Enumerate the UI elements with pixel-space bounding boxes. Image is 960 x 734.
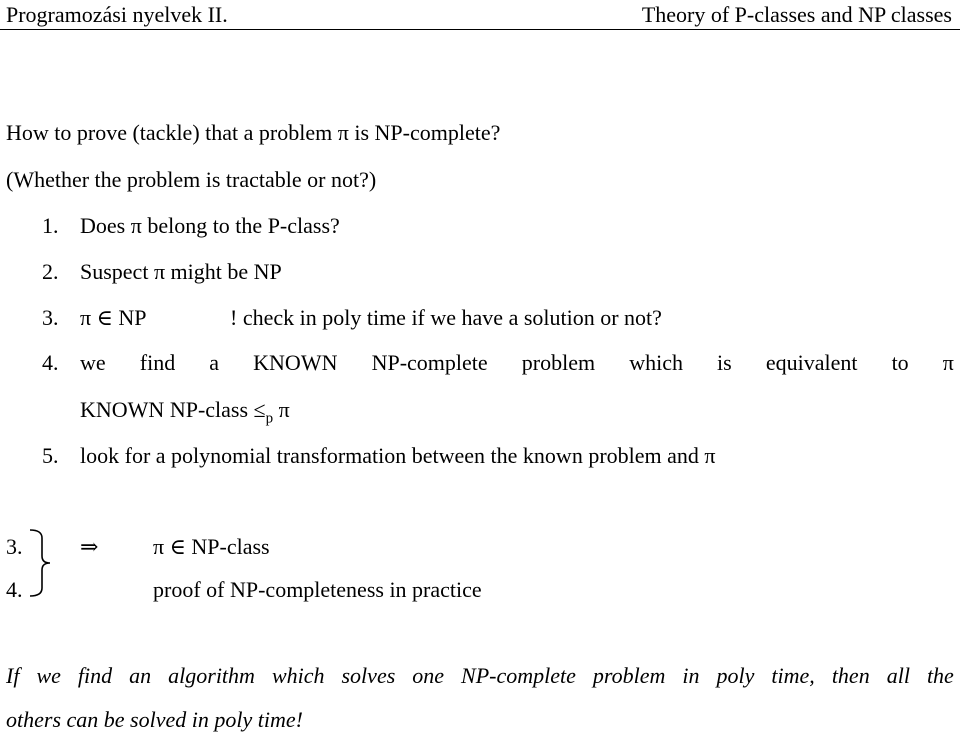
- word: the: [926, 663, 954, 688]
- header-divider: [0, 29, 960, 30]
- implies-arrow-icon: ⇒: [80, 534, 99, 559]
- word: algorithm: [168, 663, 255, 688]
- reduction-left: KNOWN NP-class ≤: [80, 397, 266, 422]
- word: NP-complete: [371, 350, 488, 375]
- word: we: [80, 350, 106, 375]
- word: which: [271, 663, 325, 688]
- word: to: [891, 350, 909, 375]
- word: all: [886, 663, 910, 688]
- word: then: [831, 663, 870, 688]
- word: a: [209, 350, 220, 375]
- step-4-text: [80, 352, 954, 374]
- reduction-right: π: [278, 397, 290, 422]
- word: problem: [521, 350, 596, 375]
- step-5-text: look for a polynomial transformation between the known problem and π: [80, 443, 716, 468]
- header-right-title: Theory of P-classes and NP classes: [641, 2, 952, 27]
- word: find: [77, 663, 113, 688]
- conclusion-line-1: π ∈ NP-class: [153, 534, 270, 559]
- step-3-text-a: π ∈ NP: [80, 305, 147, 330]
- word: poly: [716, 663, 755, 688]
- intro-question: How to prove (tackle) that a problem π is NP-complete?: [6, 120, 501, 145]
- step-4-reduction: [80, 399, 290, 426]
- step-1-text: Does π belong to the P-class?: [80, 213, 340, 238]
- word: NP-complete: [461, 663, 576, 688]
- footer-statement-line-1: [6, 665, 954, 687]
- header-left-title: Programozási nyelvek II.: [6, 2, 228, 27]
- word: in: [682, 663, 700, 688]
- reduction-subscript: p: [265, 410, 274, 427]
- step-1-number: 1.: [42, 213, 59, 238]
- word: solves: [341, 663, 396, 688]
- word: an: [129, 663, 152, 688]
- conclusion-number-4: 4.: [6, 577, 23, 602]
- word: equivalent: [765, 350, 858, 375]
- step-5-number: 5.: [42, 443, 59, 468]
- word: is: [717, 350, 732, 375]
- footer-statement-line-2: others can be solved in poly time!: [6, 707, 303, 732]
- step-4-number: 4.: [42, 350, 59, 375]
- word: we: [36, 663, 61, 688]
- conclusion-line-2: proof of NP-completeness in practice: [153, 577, 482, 602]
- word: π: [942, 350, 954, 375]
- step-3-number: 3.: [42, 305, 59, 330]
- step-2-number: 2.: [42, 259, 59, 284]
- word: which: [629, 350, 683, 375]
- word: If: [6, 663, 20, 688]
- conclusion-number-3: 3.: [6, 534, 23, 559]
- word: KNOWN: [253, 350, 338, 375]
- step-2-text: Suspect π might be NP: [80, 259, 282, 284]
- word: one: [412, 663, 445, 688]
- word: time,: [771, 663, 815, 688]
- word: find: [139, 350, 176, 375]
- word: problem: [592, 663, 666, 688]
- intro-subquestion: (Whether the problem is tractable or not?): [6, 167, 377, 192]
- step-3-text-b: ! check in poly time if we have a solution or not?: [230, 305, 662, 330]
- right-brace-icon: [28, 529, 58, 597]
